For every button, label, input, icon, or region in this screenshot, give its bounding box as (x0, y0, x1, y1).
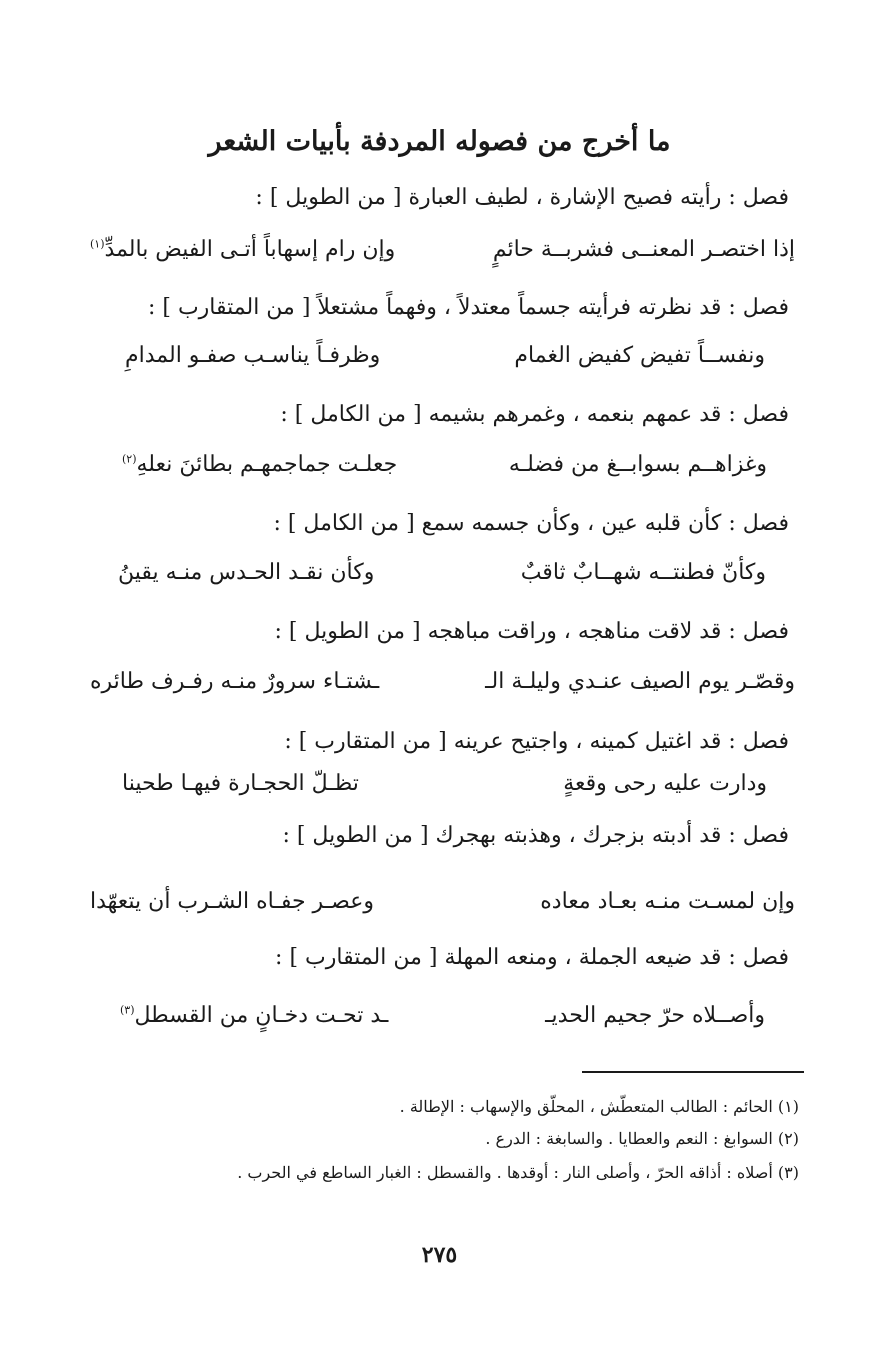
section-1-verse (90, 232, 795, 268)
footnote-mark-2: (٢) (122, 452, 137, 466)
footnote-1-mark: (١) (777, 1097, 799, 1116)
footnote-1-text: الحائم : الطالب المتعطّش ، المحلّق والإسهاب : الإطالة . (399, 1097, 773, 1116)
section-7-verse-left: وعصـر جفـاه الشـرب أن يتعهّدا (90, 889, 374, 914)
footnote-2-mark: (٢) (777, 1129, 799, 1148)
section-7-intro: فصل : قد أدبته بزجرك ، وهذبته بهجرك [ من الطويل ] : (282, 823, 789, 848)
footnote-3 (79, 1160, 799, 1186)
section-8-intro: فصل : قد ضيعه الجملة ، ومنعه المهلة [ من المتقارب ] : (275, 945, 789, 970)
section-5-verse-left: ـشتـاء سرورٌ منـه رفـرف طائره (90, 669, 380, 694)
section-6-verse-left: تظـلّ الحجـارة فيهـا طحينا (122, 771, 359, 796)
section-4-verse-right: وكأنّ فطنتــه شهــابٌ ثاقبٌ (520, 560, 766, 585)
section-2-intro: فصل : قد نظرته فرأيته جسماً معتدلاً ، وفهماً مشتعلاً [ من المتقارب ] : (147, 295, 789, 320)
section-3-verse-right: وغزاهــم بسوابــغ من فضلـه (508, 452, 767, 477)
footnote-2-text: السوابغ : النعم والعطايا . والسابغة : الدرع . (485, 1129, 773, 1148)
footnote-1 (79, 1094, 799, 1120)
section-7-verse (90, 884, 795, 920)
section-5-intro: فصل : قد لاقت مناهجه ، وراقت مباهجه [ من الطويل ] : (274, 619, 789, 644)
footnote-mark-1: (١) (90, 237, 105, 251)
section-8-verse (120, 998, 765, 1034)
section-1-verse-right: إذا اختصـر المعنــى فشربــة حائمٍ (492, 237, 795, 262)
section-5-verse-right: وقصّـر يوم الصيف عنـدي وليلـة الـ (485, 669, 795, 694)
section-3-verse-left: جعلـت جماجمهـم بطائنَ نعلهِ$^{(٢)}$ (122, 452, 398, 477)
section-3-verse (122, 447, 767, 483)
footnote-3-text: أصلاه : أذاقه الحرّ ، وأصلى النار : أوقدها . والقسطل : الغبار الساطع في الحرب . (237, 1163, 773, 1182)
section-3-intro: فصل : قد عمهم بنعمه ، وغمرهم بشيمه [ من الكامل ] : (280, 402, 789, 427)
section-1-intro: فصل : رأيته فصيح الإشارة ، لطيف العبارة [ من الطويل ] : (255, 185, 789, 210)
section-7-verse-right: وإن لمسـت منـه بعـاد معاده (540, 889, 795, 914)
section-5-verse (90, 664, 795, 700)
footnote-mark-3: (٣) (120, 1003, 135, 1017)
footnote-3-mark: (٣) (777, 1163, 799, 1182)
section-4-verse-left: وكأن نقـد الحـدس منـه يقينُ (118, 560, 375, 585)
page-title: ما أخرج من فصوله المردفة بأبيات الشعر (208, 126, 671, 157)
footnote-2 (79, 1126, 799, 1152)
section-6-verse-right: ودارت عليه رحى وقعةٍ (563, 771, 767, 796)
section-4-intro: فصل : كأن قلبه عين ، وكأن جسمه سمع [ من الكامل ] : (273, 511, 789, 536)
footnote-divider (582, 1071, 804, 1073)
section-4-verse (118, 555, 766, 591)
section-8-verse-left: ـد تحـت دخـانٍ من القسطل$^{(٣)}$ (120, 1003, 389, 1028)
section-8-verse-right: وأصــلاه حرّ جحيم الحديـ (545, 1003, 765, 1028)
section-6-intro: فصل : قد اغتيل كمينه ، واجتيح عرينه [ من المتقارب ] : (284, 729, 789, 754)
section-2-verse (125, 338, 765, 374)
section-6-verse (122, 766, 767, 802)
section-2-verse-right: ونفســاً تفيض كفيض الغمام (514, 343, 765, 368)
section-2-verse-left: وظرفـاً يناسـب صفـو المدامِ (125, 343, 381, 368)
page-number: ٢٧٥ (421, 1242, 458, 1268)
section-1-verse-left: وإن رام إسهاباً أتـى الفيض بالمدِّ$^{(١)}$ (90, 237, 396, 262)
